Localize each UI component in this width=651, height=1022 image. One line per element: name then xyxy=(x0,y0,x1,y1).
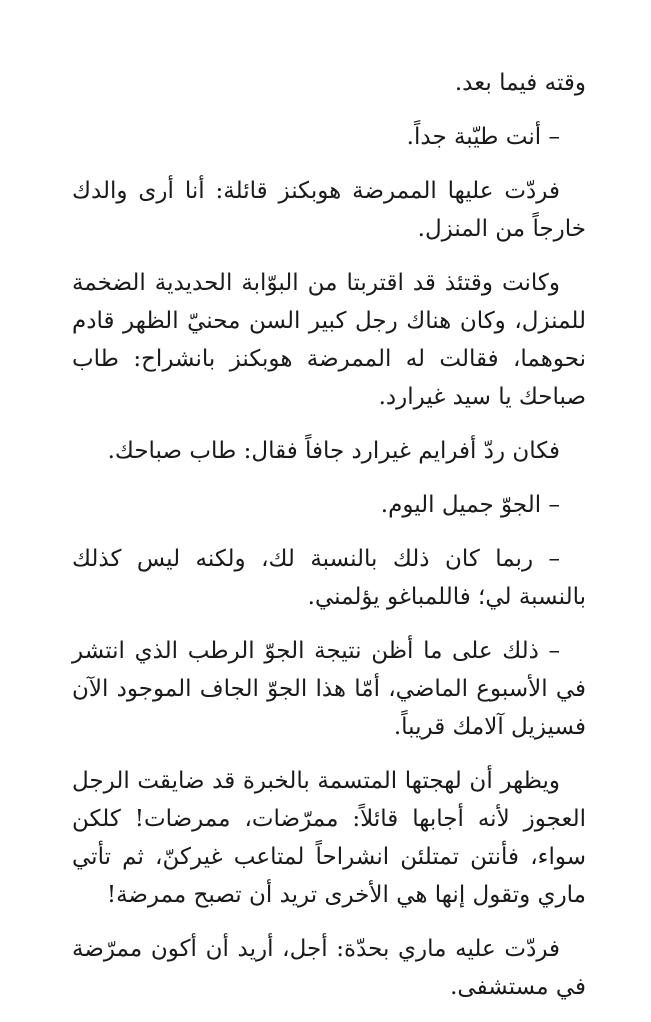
paragraph-8: – ذلك على ما أظن نتيجة الجوّ الرطب الذي انتشر في الأسبوع الماضي، أمّا هذا الجوّ الجاف الموجود الآن فسيزيل آلامك قريباً. xyxy=(72,638,586,740)
paragraph-4: وكانت وقتئذ قد اقتربتا من البوّابة الحديدية الضخمة للمنزل، وكان هناك رجل كبير السن محنيّ الظهر قادم نحوهما، فقالت له الممرضة هوبكنز بانشراح: طاب صباحك يا سيد غيرارد. xyxy=(72,270,586,410)
paragraph-9: ويظهر أن لهجتها المتسمة بالخبرة قد ضايقت الرجل العجوز لأنه أجابها قائلاً: ممرّضات، ممرضات! كلكن سواء، فأنتن تمتلئن انشراحاً لمتاعب غيركنّ، ثم تأتي ماري وتقول إنها هي الأخرى تريد أن تصبح ممرضة! xyxy=(72,768,586,908)
paragraph-3: فردّت عليها الممرضة هوبكنز قائلة: أنا أرى والدك خارجاً من المنزل. xyxy=(72,178,586,242)
paragraph-7: – ربما كان ذلك بالنسبة لك، ولكنه ليس كذلك بالنسبة لي؛ فاللمباغو يؤلمني. xyxy=(72,546,586,610)
paragraph-5: فكان ردّ أفرايم غيرارد جافاً فقال: طاب صباحك. xyxy=(107,438,560,464)
paragraph-2: – أنت طيّبة جداً. xyxy=(406,124,560,150)
paragraph-6: – الجوّ جميل اليوم. xyxy=(380,492,560,518)
book-page xyxy=(72,64,586,1022)
paragraph-1: وقته فيما بعد. xyxy=(454,70,586,96)
paragraph-10: فردّت عليه ماري بحدّة: أجل، أريد أن أكون ممرّضة في مستشفى. xyxy=(72,936,586,1000)
